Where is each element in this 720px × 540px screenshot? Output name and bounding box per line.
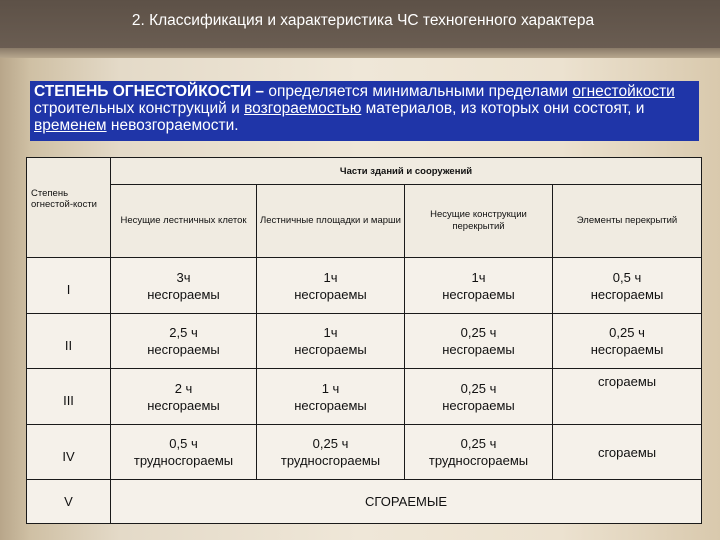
- table-cell: [405, 369, 553, 425]
- cell-status: несгораемы: [147, 286, 220, 302]
- table-cell: [553, 314, 702, 369]
- column-header: Несущие конструкции перекрытий: [405, 185, 553, 258]
- cell-status: несгораемы: [442, 342, 515, 357]
- degree-cell: II: [27, 314, 111, 369]
- column-header: Несущие лестничных клеток: [111, 185, 257, 258]
- definition-text-1: определяется минимальными пределами: [264, 83, 573, 100]
- table-cell: [553, 425, 702, 480]
- group-header: Части зданий и сооружений: [111, 158, 702, 185]
- cell-status: несгораемы: [442, 397, 515, 413]
- cell-time: 2,5 ч: [169, 325, 198, 340]
- cell-time: 1ч: [323, 269, 338, 285]
- definition-box: [30, 81, 699, 141]
- definition-text-3: материалов, из которых они состоят, и: [361, 100, 645, 117]
- cell-status: сгораемы: [597, 374, 657, 389]
- cell-time: 1ч: [323, 325, 338, 340]
- corner-header: Степень огнестой-кости: [27, 158, 111, 258]
- table-cell: [405, 258, 553, 314]
- slide-title: 2. Классификация и характеристика ЧС техногенного характера: [131, 12, 595, 29]
- table-cell: [111, 258, 257, 314]
- cell-time: 0,25 ч: [460, 436, 497, 451]
- definition-underline-2: возгораемостью: [244, 100, 362, 117]
- table-row: [27, 258, 702, 314]
- table-cell: [257, 314, 405, 369]
- table-cell: [111, 314, 257, 369]
- column-header: Лестничные площадки и марши: [257, 185, 405, 258]
- cell-status: несгораемы: [147, 342, 220, 357]
- cell-status: трудносгораемы: [280, 453, 381, 468]
- degree-cell: I: [27, 258, 111, 314]
- table-cell: [111, 369, 257, 425]
- cell-status: трудносгораемы: [428, 453, 529, 468]
- table-cell: [257, 258, 405, 314]
- cell-time: 1ч: [471, 269, 486, 285]
- cell-status: несгораемы: [590, 286, 664, 302]
- table-cell: [257, 425, 405, 480]
- merged-cell: СГОРАЕМЫЕ: [111, 480, 702, 524]
- table-cell: [111, 425, 257, 480]
- fire-resistance-table: [26, 157, 702, 524]
- slide-title-bar: [58, 0, 668, 48]
- definition-text-4: невозгораемости.: [106, 117, 239, 134]
- cell-time: 3ч: [176, 269, 191, 285]
- table-row: [27, 369, 702, 425]
- table-row: [27, 425, 702, 480]
- definition-underline-3: временем: [34, 117, 107, 134]
- cell-time: 0,25 ч: [460, 325, 497, 340]
- degree-cell: III: [27, 369, 111, 425]
- degree-cell: V: [27, 480, 111, 524]
- cell-status: сгораемы: [597, 444, 657, 460]
- table-row: [27, 314, 702, 369]
- definition-term: СТЕПЕНЬ ОГНЕСТОЙКОСТИ –: [34, 83, 265, 100]
- definition-text-2: строительных конструкций и: [34, 100, 245, 117]
- table-cell: [553, 258, 702, 314]
- cell-status: несгораемы: [147, 397, 220, 413]
- cell-time: 0,5 ч: [169, 436, 198, 451]
- table-cell: [257, 369, 405, 425]
- header-shadow: [0, 48, 720, 58]
- cell-time: 1 ч: [321, 380, 340, 396]
- table-cell: [405, 314, 553, 369]
- cell-time: 0,25 ч: [460, 380, 497, 396]
- cell-status: несгораемы: [294, 286, 367, 302]
- cell-time: 0,25 ч: [609, 325, 645, 340]
- definition-underline-1: огнестойкости: [572, 83, 675, 100]
- cell-status: несгораемы: [442, 286, 515, 302]
- cell-time: 0,25 ч: [312, 436, 349, 451]
- cell-status: несгораемы: [294, 342, 367, 357]
- degree-cell: IV: [27, 425, 111, 480]
- cell-time: 2 ч: [174, 380, 193, 396]
- cell-time: 0,5 ч: [612, 269, 642, 285]
- table-row: [27, 480, 702, 524]
- table-cell: [553, 369, 702, 425]
- table-cell: [405, 425, 553, 480]
- cell-status: несгораемы: [294, 397, 367, 413]
- cell-status: трудносгораемы: [133, 453, 234, 468]
- column-header: Элементы перекрытий: [553, 185, 702, 258]
- cell-status: несгораемы: [590, 342, 664, 357]
